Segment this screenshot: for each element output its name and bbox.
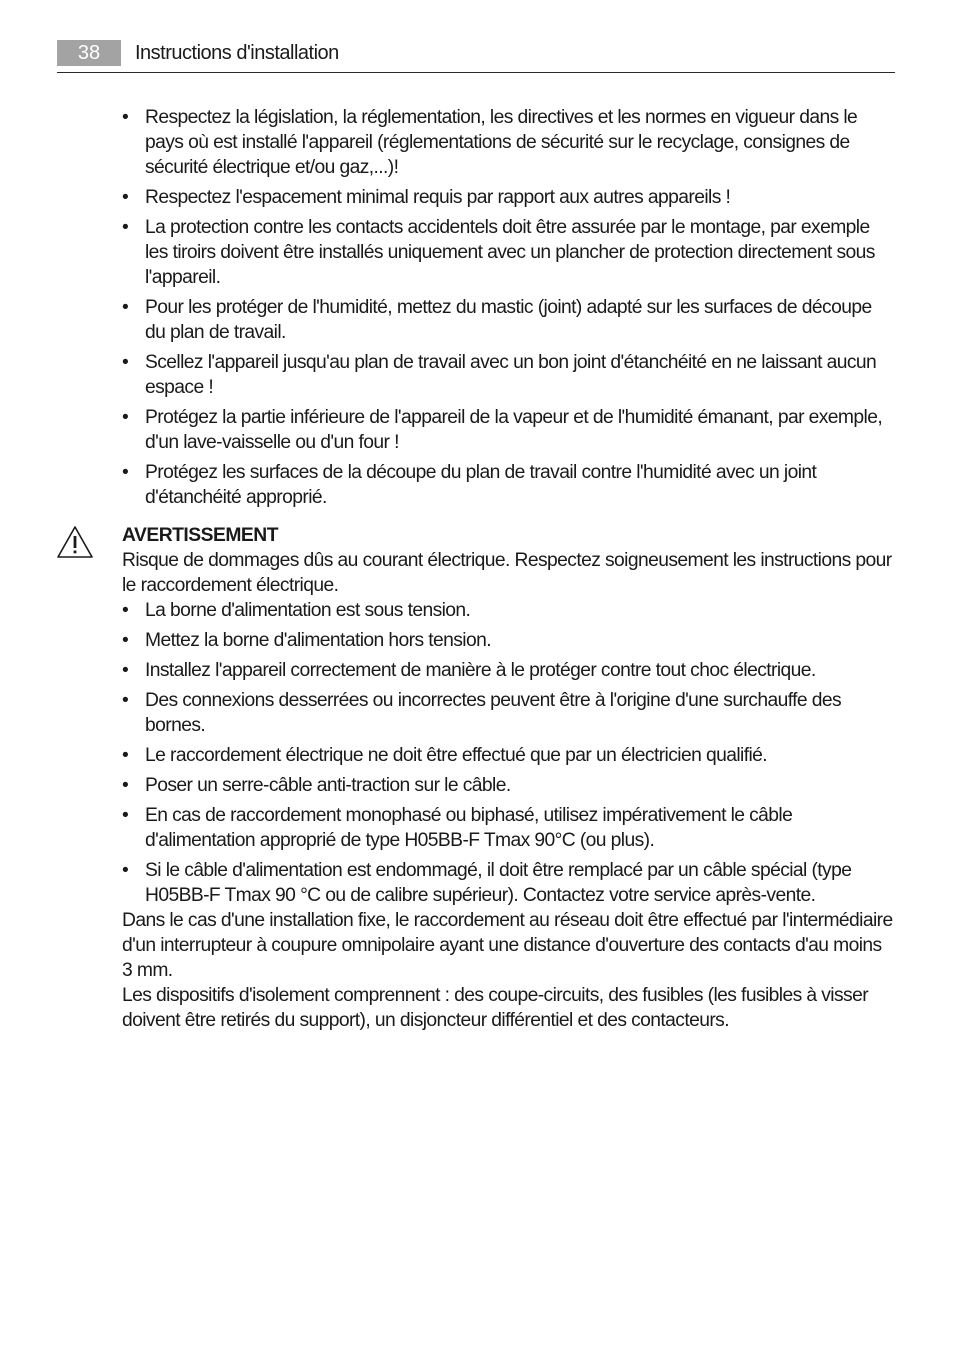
bullet-icon: •	[122, 690, 129, 711]
list-item: • Des connexions desserrées ou incorrectes peuvent être à l'origine d'une surchauffe des bornes.	[122, 690, 842, 736]
bullet-icon: •	[122, 352, 129, 373]
bullet-icon: •	[122, 600, 129, 621]
list-item: • Protégez la partie inférieure de l'appareil de la vapeur et de l'humidité émanant, par exemple, d'un lave-vaisselle ou d'un four !	[122, 407, 883, 453]
list-item: • Installez l'appareil correctement de manière à le protéger contre tout choc électrique.	[122, 660, 816, 681]
paragraph-dispositifs-isolement: Les dispositifs d'isolement comprennent : des coupe-circuits, des fusibles (les fusibles à visser doivent être retirés du support), un disjoncteur différentiel et des contacteurs.	[122, 985, 869, 1031]
bullet-icon: •	[122, 462, 129, 483]
bullet-icon: •	[122, 745, 129, 766]
list-item: • Protégez les surfaces de la découpe du plan de travail contre l'humidité avec un joint d'étanchéité approprié.	[122, 462, 817, 508]
bullet-icon: •	[122, 187, 129, 208]
bullet-icon: •	[122, 107, 129, 128]
page-content	[122, 105, 894, 1033]
bullet-icon: •	[122, 660, 129, 681]
warning-block	[122, 523, 894, 598]
list-item: • Si le câble d'alimentation est endommagé, il doit être remplacé par un câble spécial (type H05BB-F Tmax 90 °C ou de calibre supérieur). Contactez votre service après-vente.	[122, 860, 852, 906]
list-item: • Respectez l'espacement minimal requis par rapport aux autres appareils !	[122, 187, 731, 208]
bullet-icon: •	[122, 297, 129, 318]
section-title: Instructions d'installation	[135, 42, 339, 64]
list-item: • Le raccordement électrique ne doit être effectué que par un électricien qualifié.	[122, 745, 768, 766]
list-item: • Mettez la borne d'alimentation hors tension.	[122, 630, 491, 651]
list-item: • En cas de raccordement monophasé ou biphasé, utilisez impérativement le câble d'alimentation approprié de type H05BB-F Tmax 90°C (ou plus).	[122, 805, 793, 851]
bullet-icon: •	[122, 805, 129, 826]
list-item: • Scellez l'appareil jusqu'au plan de travail avec un bon joint d'étanchéité en ne laissant aucun espace !	[122, 352, 877, 398]
bullet-icon: •	[122, 775, 129, 796]
bullet-list-bottom	[122, 598, 894, 908]
bullet-icon: •	[122, 860, 129, 881]
paragraph-installation-fixe: Dans le cas d'une installation fixe, le raccordement au réseau doit être effectué par l'intermédiaire d'un interrupteur à coupure omnipolaire ayant une distance d'ouverture des contacts d'au moins 3 mm.	[122, 910, 893, 981]
warning-text: Risque de dommages dûs au courant électrique. Respectez soigneusement les instructions pour le raccordement électrique.	[122, 550, 892, 596]
bullet-icon: •	[122, 407, 129, 428]
bullet-icon: •	[122, 217, 129, 238]
bullet-icon: •	[122, 630, 129, 651]
list-item: • La protection contre les contacts accidentels doit être assurée par le montage, par exemple les tiroirs doivent être installés uniquement avec un plancher de protection directement sous l'appareil.	[122, 217, 875, 288]
list-item: • Pour les protéger de l'humidité, mettez du mastic (joint) adapté sur les surfaces de découpe du plan de travail.	[122, 297, 872, 343]
list-item: • Respectez la législation, la réglementation, les directives et les normes en vigueur dans le pays où est installé l'appareil (réglementations de sécurité sur le recyclage, consignes de sécurité électrique et/ou gaz,...)!	[122, 107, 858, 178]
bullet-list-top	[122, 105, 894, 510]
warning-triangle-icon	[56, 525, 94, 559]
page-header	[57, 40, 895, 73]
warning-title: AVERTISSEMENT	[122, 525, 278, 546]
list-item: • La borne d'alimentation est sous tension.	[122, 600, 471, 621]
list-item: • Poser un serre-câble anti-traction sur le câble.	[122, 775, 511, 796]
page-number: 38	[57, 40, 121, 66]
